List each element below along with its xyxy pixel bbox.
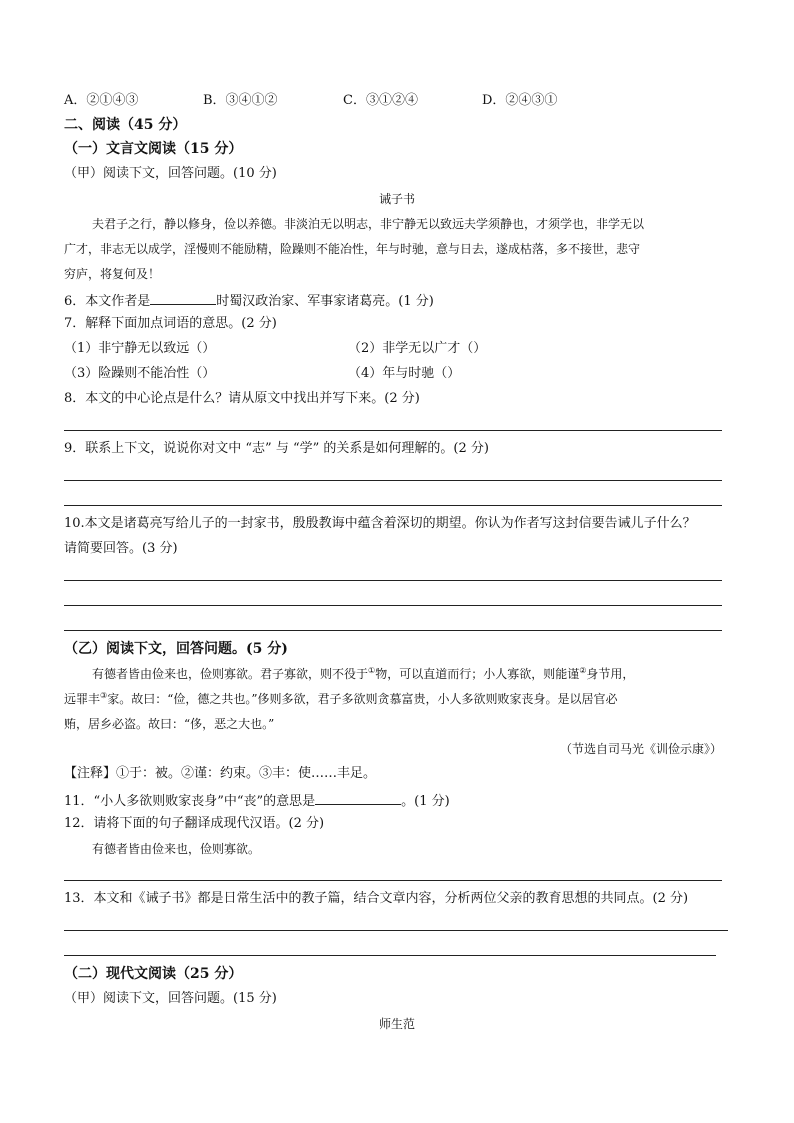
question-13: 13．本文和《诫子书》都是日常生活中的教子篇，结合文章内容，分析两位父亲的教育思想的共同点。(2 分) [64, 891, 689, 906]
question-11 [64, 790, 450, 811]
question-11-post: 。(1 分) [401, 794, 450, 809]
section-heading: 二、阅读（45 分） [64, 117, 187, 133]
question-7-item: （3）险躁则不能冶性（） [64, 366, 216, 381]
part-heading-modern: （二）现代文阅读（25 分） [64, 966, 243, 982]
part-heading-classical: （一）文言文阅读（15 分） [64, 141, 243, 157]
passage2-line: 贿，居乡必盗。故曰：“侈，恶之大也。” [64, 717, 275, 731]
question-7-item: （4）年与时驰（） [348, 366, 461, 381]
answer-line[interactable] [64, 630, 722, 631]
passage2-text: 远罪丰 [64, 692, 101, 706]
passage2-line [92, 665, 634, 683]
passage-line: 夫君子之行，静以修身，俭以养德。非淡泊无以明志，非宁静无以致远夫学须静也，才须学也，非学无以 [92, 217, 645, 231]
source-citation: （节选自司马光《训俭示康》） [559, 742, 722, 756]
passage2-text: 家。故曰：“俭，德之共也。”侈则多欲，君子多欲则贪慕富贵，小人多欲则败家丧身。是以居官必 [107, 692, 618, 706]
passage2-text: 有德者皆由俭来也，俭则寡欲。君子寡欲，则不役于 [92, 667, 369, 681]
question-6-post: 时蜀汉政治家、军事家诸葛亮。(1 分) [216, 294, 434, 309]
annotation-note: 【注释】①于：被。②谨：约束。③丰：使……丰足。 [64, 766, 377, 781]
yi-heading: （乙）阅读下文，回答问题。(5 分) [64, 641, 288, 657]
question-6 [64, 290, 434, 311]
question-7: 7．解释下面加点词语的意思。(2 分) [64, 316, 277, 331]
note-marker: ① [368, 666, 376, 675]
answer-blank[interactable] [150, 290, 216, 305]
answer-line[interactable] [64, 955, 716, 956]
answer-line[interactable] [64, 480, 722, 481]
question-7-item: （2）非学无以广才（） [348, 341, 487, 356]
answer-line[interactable] [64, 580, 722, 581]
answer-blank[interactable] [315, 790, 401, 805]
translate-sentence: 有德者皆由俭来也，俭则寡欲。 [92, 842, 261, 856]
answer-line[interactable] [64, 605, 722, 606]
question-7-item: （1）非宁静无以致远（） [64, 341, 216, 356]
question-6-pre: 6．本文作者是 [64, 294, 151, 309]
question-8: 8．本文的中心论点是什么？请从原文中找出并写下来。(2 分) [64, 391, 420, 406]
question-12: 12．请将下面的句子翻译成现代汉语。(2 分) [64, 816, 325, 831]
passage-line: 穷庐，将复何及！ [64, 267, 161, 281]
jia2-intro: （甲）阅读下文，回答问题。(15 分) [64, 991, 277, 1006]
answer-line[interactable] [64, 505, 722, 506]
answer-line[interactable] [64, 880, 722, 881]
jia-intro: （甲）阅读下文，回答问题。(10 分) [64, 166, 277, 181]
passage2-line [64, 690, 617, 708]
question-10: 10.本文是诸葛亮写给儿子的一封家书，殷殷教诲中蕴含着深切的期望。你认为作者写这封信要告诫儿子什么？ [64, 516, 696, 531]
answer-line[interactable] [64, 930, 728, 931]
passage-title: 诫子书 [378, 192, 415, 206]
passage2-title: 师生范 [378, 1017, 415, 1031]
passage2-text: 身节用， [586, 667, 635, 681]
option-a: A．②①④③ [64, 93, 139, 108]
option-c: C．③①②④ [343, 93, 418, 108]
question-9: 9．联系上下文，说说你对文中 “志” 与 “学” 的关系是如何理解的。(2 分) [64, 441, 489, 456]
note-marker: ② [579, 666, 587, 675]
answer-line[interactable] [64, 430, 722, 431]
option-d: D．②④③① [482, 93, 558, 108]
passage2-text: 物，可以直道而行；小人寡欲，则能谨 [375, 667, 580, 681]
question-10-cont: 请简要回答。(3 分) [64, 541, 178, 556]
note-marker: ③ [100, 691, 108, 700]
question-11-pre: 11．“小人多欲则败家丧身”中“丧”的意思是 [64, 794, 316, 809]
passage-line: 广才，非志无以成学，淫慢则不能励精，险躁则不能冶性，年与时驰，意与日去，遂成枯落，多不接世，悲守 [64, 242, 641, 256]
option-b: B．③④①② [203, 93, 278, 108]
